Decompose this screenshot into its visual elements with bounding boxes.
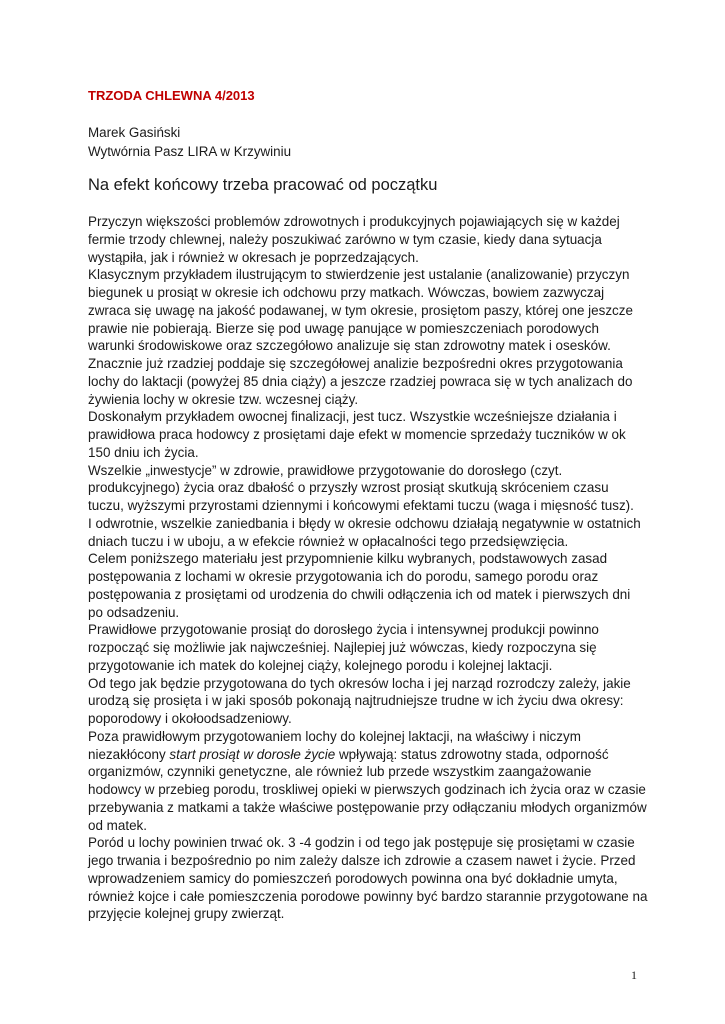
paragraph: Poród u lochy powinien trwać ok. 3 -4 godzin i od tego jak postępuje się prosiętami w czasie jego trwania i bezpośrednio po nim zależy dalsze ich zdrowie a czasem nawet i życie. Przed wprowadzeniem samicy do pomieszczeń porodowych powinna ona być dokładnie umyta, również kojce i całe pomieszczenia porodowe powinny być bardzo starannie przygotowane na przyjęcie kolejnej grupy zwierząt.	[88, 835, 648, 922]
paragraph: Znacznie już rzadziej poddaje się szczegółowej analizie bezpośredni okres przygotowania lochy do laktacji (powyżej 85 dnia ciąży) a jeszcze rzadziej powraca się w tych analizach do żywienia lochy w okresie tzw. wczesnej ciąży.	[88, 356, 633, 407]
paragraph: Od tego jak będzie przygotowana do tych okresów locha i jej narząd rozrodczy zależy, jakie urodzą się prosięta i w jaki sposób pokonają najtrudniejsze trudne w ich życiu dwa okresy: poporodowy i okołoodsadzeniowy.	[88, 675, 631, 726]
paragraph: Wszelkie „inwestycje” w zdrowie, prawidłowe przygotowanie do dorosłego (czyt. produkcyjnego) życia oraz dbałość o przyszły wzrost prosiąt skutkują skróceniem czasu tuczu, wyższymi przyrostami dziennymi i końcowymi efektami tuczu (waga i mięsność tusz).	[88, 462, 634, 513]
paragraph: Przyczyn większości problemów zdrowotnych i produkcyjnych pojawiających się w każdej fermie trzody chlewnej, należy poszukiwać zarówno w tym czasie, kiedy dana sytuacja wystąpiła, jak i również w okresach je poprzedzających.	[88, 214, 620, 265]
emphasized-text: start prosiąt w dorosłe życie	[169, 746, 336, 762]
paragraph-text: wpływają: status zdrowotny stada, odporność organizmów, czynniki genetyczne, ale również lub przede wszystkim zaangażowanie hodowcy w przebieg porodu, troskliwej opieki w pierwszych godzinach ich życia oraz w czasie przebywania z matkami a także właściwe postępowanie przy odłączaniu młodych organizmów od matek.	[88, 746, 647, 833]
paragraph-text: Poza prawidłowym przygotowaniem lochy do kolejnej laktacji, na właściwy i niczym niezakłócony	[88, 728, 581, 762]
paragraph: Prawidłowe przygotowanie prosiąt do dorosłego życia i intensywnej produkcji powinno rozpocząć się możliwie jak najwcześniej. Najlepiej już wówczas, kiedy rozpoczyna się przygotowanie ich matek do kolejnej ciąży, kolejnego porodu i kolejnej laktacji.	[88, 622, 599, 673]
paragraph	[88, 728, 648, 835]
paragraph: Celem poniższego materiału jest przypomnienie kilku wybranych, podstawowych zasad postępowania z lochami w okresie przygotowania ich do porodu, samego porodu oraz postępowania z prosiętami od urodzenia do chwili odłączenia ich od matek i pierwszych dni po odsadzeniu.	[88, 551, 631, 620]
author-affiliation: Wytwórnia Pasz LIRA w Krzywiniu	[88, 144, 292, 159]
author-block	[88, 123, 291, 161]
paragraph: Klasycznym przykładem ilustrującym to stwierdzenie jest ustalanie (analizowanie) przyczyn biegunek u prosiąt w okresie ich odchowu przy matkach. Wówczas, bowiem zazwyczaj zwraca się uwagę na jakość podawanej, w tym okresie, prosiętom paszy, której one jeszcze prawie nie pobierają. Bierze się pod uwagę panujące w pomieszczeniach porodowych warunki środowiskowe oraz szczegółowo analizuje się stan zdrowotny matek i osesków.	[88, 267, 633, 354]
author-name: Marek Gasiński	[88, 125, 181, 140]
paragraph: Doskonałym przykładem owocnej finalizacji, jest tucz. Wszystkie wcześniejsze działania i prawidłowa praca hodowcy z prosiętami daje efekt w momencie sprzedaży tuczników w ok 150 dniu ich życia.	[88, 409, 626, 460]
paragraph: I odwrotnie, wszelkie zaniedbania i błędy w okresie odchowu działają negatywnie w ostatnich dniach tuczu i w uboju, a w efekcie również w opłacalności tego przedsięwzięcia.	[88, 515, 641, 549]
article-title: Na efekt końcowy trzeba pracować od początku	[88, 176, 438, 194]
article-body	[88, 213, 648, 923]
publication-header: TRZODA CHLEWNA 4/2013	[88, 88, 255, 103]
page-number: 1	[631, 968, 637, 982]
